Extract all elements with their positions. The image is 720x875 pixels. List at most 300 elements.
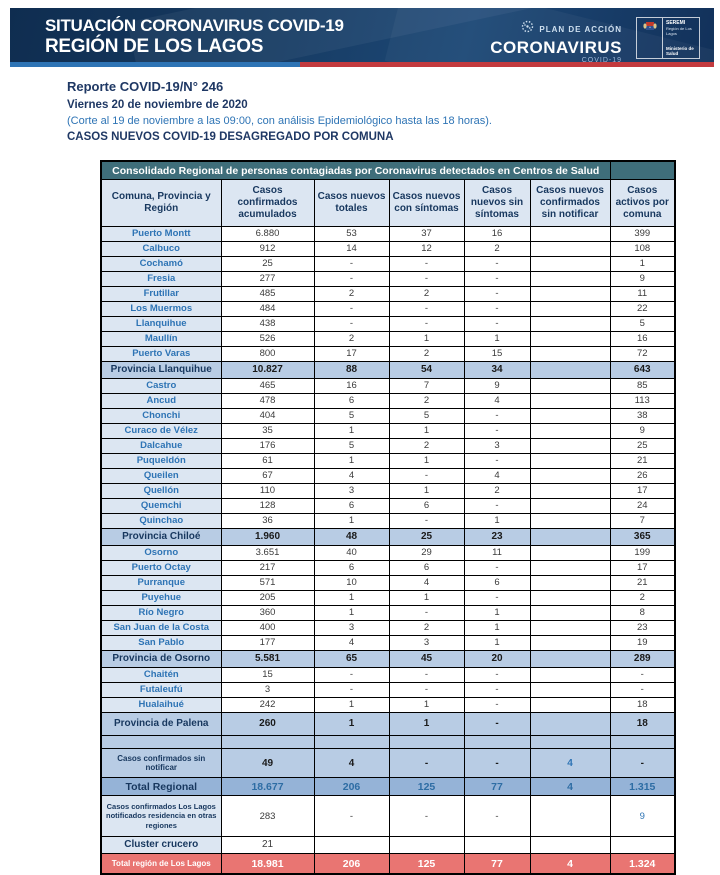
cell-value: 4 bbox=[314, 636, 389, 651]
cell-value bbox=[530, 514, 610, 529]
cell-value: 11 bbox=[464, 546, 530, 561]
table-row bbox=[101, 546, 675, 561]
cell-value: 25 bbox=[610, 439, 675, 454]
spacer-cell bbox=[389, 736, 464, 749]
cell-value: 108 bbox=[610, 242, 675, 257]
cell-value: 912 bbox=[221, 242, 314, 257]
cell-value bbox=[530, 379, 610, 394]
table-row bbox=[101, 778, 675, 796]
cell-value: - bbox=[464, 713, 530, 736]
table-row bbox=[101, 749, 675, 778]
row-label: Chaitén bbox=[101, 668, 221, 683]
table-row bbox=[101, 683, 675, 698]
cell-value bbox=[530, 499, 610, 514]
cell-value: 1.324 bbox=[610, 854, 675, 875]
row-label: Calbuco bbox=[101, 242, 221, 257]
cell-value bbox=[530, 302, 610, 317]
cell-value: 65 bbox=[314, 651, 389, 668]
report-date: Viernes 20 de noviembre de 2020 bbox=[67, 99, 248, 111]
table-row bbox=[101, 529, 675, 546]
col-header-sin-notificar: Casos nuevos confirmados sin notificar bbox=[530, 180, 610, 227]
row-label: Puerto Montt bbox=[101, 227, 221, 242]
cell-value: 9 bbox=[464, 379, 530, 394]
cell-value bbox=[530, 317, 610, 332]
cell-value: - bbox=[314, 668, 389, 683]
cell-value: 1 bbox=[464, 621, 530, 636]
cell-value: 3 bbox=[221, 683, 314, 698]
cell-value bbox=[530, 454, 610, 469]
table-row bbox=[101, 394, 675, 409]
cell-value bbox=[530, 424, 610, 439]
cell-value bbox=[464, 837, 530, 854]
cell-value: 3.651 bbox=[221, 546, 314, 561]
report-subtitle: CASOS NUEVOS COVID-19 DESAGREGADO POR COMUNA bbox=[67, 131, 394, 143]
row-label: Puyehue bbox=[101, 591, 221, 606]
cell-value: - bbox=[610, 668, 675, 683]
cell-value: 40 bbox=[314, 546, 389, 561]
cell-value: 1 bbox=[464, 606, 530, 621]
cell-value: 18.981 bbox=[221, 854, 314, 875]
cell-value bbox=[530, 287, 610, 302]
cell-value: 478 bbox=[221, 394, 314, 409]
cell-value: 3 bbox=[389, 636, 464, 651]
cell-value: 20 bbox=[464, 651, 530, 668]
cell-value: 23 bbox=[610, 621, 675, 636]
cell-value: 485 bbox=[221, 287, 314, 302]
cell-value: 61 bbox=[221, 454, 314, 469]
cell-value: 1 bbox=[389, 591, 464, 606]
cell-value: 21 bbox=[221, 837, 314, 854]
cell-value: - bbox=[464, 683, 530, 698]
table-row bbox=[101, 796, 675, 837]
row-label: Provincia Chiloé bbox=[101, 529, 221, 546]
cell-value: 1 bbox=[314, 514, 389, 529]
cell-value: 3 bbox=[314, 484, 389, 499]
logo-seremi-text: SEREMI bbox=[666, 20, 686, 26]
row-label: Provincia Llanquihue bbox=[101, 362, 221, 379]
cell-value: 400 bbox=[221, 621, 314, 636]
cell-value bbox=[530, 837, 610, 854]
table-row bbox=[101, 272, 675, 287]
cell-value bbox=[530, 651, 610, 668]
row-label: Río Negro bbox=[101, 606, 221, 621]
divider-stripe-blue bbox=[10, 62, 300, 67]
cell-value bbox=[530, 394, 610, 409]
cell-value: 128 bbox=[221, 499, 314, 514]
cell-value: - bbox=[464, 591, 530, 606]
row-label: Maullín bbox=[101, 332, 221, 347]
cell-value: 35 bbox=[221, 424, 314, 439]
spacer-cell bbox=[101, 736, 221, 749]
header-banner bbox=[10, 8, 714, 62]
table-row bbox=[101, 713, 675, 736]
cell-value bbox=[530, 636, 610, 651]
cell-value: - bbox=[389, 796, 464, 837]
row-label: San Pablo bbox=[101, 636, 221, 651]
table-row bbox=[101, 668, 675, 683]
logo-ministry-text: Ministerio de Salud bbox=[666, 46, 694, 56]
covid-cases-table bbox=[100, 160, 676, 875]
cell-value: 67 bbox=[221, 469, 314, 484]
cell-value: 4 bbox=[530, 854, 610, 875]
cell-value: 4 bbox=[314, 749, 389, 778]
cell-value: 113 bbox=[610, 394, 675, 409]
banner-title-line2: REGIÓN DE LOS LAGOS bbox=[45, 36, 264, 57]
cell-value bbox=[530, 668, 610, 683]
cell-value bbox=[530, 683, 610, 698]
cell-value: 45 bbox=[389, 651, 464, 668]
cell-value: - bbox=[464, 499, 530, 514]
table-caption-spacer bbox=[610, 161, 675, 180]
cell-value: - bbox=[610, 683, 675, 698]
cell-value: 800 bbox=[221, 347, 314, 362]
row-label: Provincia de Osorno bbox=[101, 651, 221, 668]
cell-value: 176 bbox=[221, 439, 314, 454]
cell-value: - bbox=[464, 698, 530, 713]
cell-value: 125 bbox=[389, 854, 464, 875]
cell-value: 16 bbox=[464, 227, 530, 242]
cell-value: 17 bbox=[610, 561, 675, 576]
table-row bbox=[101, 439, 675, 454]
row-label: Fresia bbox=[101, 272, 221, 287]
cell-value: 2 bbox=[389, 394, 464, 409]
cell-value: - bbox=[464, 424, 530, 439]
table-caption: Consolidado Regional de personas contagiadas por Coronavirus detectados en Centros de Salud bbox=[101, 161, 610, 180]
cell-value: - bbox=[464, 302, 530, 317]
cell-value: 217 bbox=[221, 561, 314, 576]
cell-value: 6 bbox=[464, 576, 530, 591]
cell-value: 2 bbox=[389, 347, 464, 362]
table-row bbox=[101, 424, 675, 439]
cell-value: 19 bbox=[610, 636, 675, 651]
cell-value: 4 bbox=[530, 749, 610, 778]
cell-value bbox=[530, 257, 610, 272]
cell-value: 571 bbox=[221, 576, 314, 591]
cell-value: 22 bbox=[610, 302, 675, 317]
cell-value: 283 bbox=[221, 796, 314, 837]
cell-value: 365 bbox=[610, 529, 675, 546]
table-row bbox=[101, 347, 675, 362]
spacer-cell bbox=[314, 736, 389, 749]
row-label: Frutillar bbox=[101, 287, 221, 302]
table-row bbox=[101, 287, 675, 302]
cell-value bbox=[530, 606, 610, 621]
table-header-row bbox=[101, 180, 675, 227]
cell-value: 4 bbox=[530, 778, 610, 796]
row-label: Casos confirmados Los Lagos notificados residencia en otras regiones bbox=[101, 796, 221, 837]
cell-value: 8 bbox=[610, 606, 675, 621]
cell-value: 24 bbox=[610, 499, 675, 514]
table-row bbox=[101, 576, 675, 591]
divider-stripe-red bbox=[300, 62, 714, 67]
cell-value: 4 bbox=[464, 469, 530, 484]
cell-value: - bbox=[464, 454, 530, 469]
plan-de-accion-logo bbox=[490, 19, 622, 62]
banner-title bbox=[45, 15, 344, 58]
cell-value: 9 bbox=[610, 796, 675, 837]
cell-value: 1 bbox=[314, 591, 389, 606]
col-header-confirmados: Casos confirmados acumulados bbox=[221, 180, 314, 227]
cell-value: 9 bbox=[610, 424, 675, 439]
table-row bbox=[101, 606, 675, 621]
cell-value bbox=[530, 439, 610, 454]
table-row bbox=[101, 302, 675, 317]
cell-value: - bbox=[464, 409, 530, 424]
plan-label: PLAN DE ACCIÓN bbox=[539, 24, 622, 34]
row-label: Total región de Los Lagos bbox=[101, 854, 221, 875]
table-row bbox=[101, 379, 675, 394]
cell-value: 199 bbox=[610, 546, 675, 561]
cell-value bbox=[530, 227, 610, 242]
table-row bbox=[101, 736, 675, 749]
cell-value: 1.315 bbox=[610, 778, 675, 796]
cell-value: 18 bbox=[610, 698, 675, 713]
cell-value: 177 bbox=[221, 636, 314, 651]
table-row bbox=[101, 621, 675, 636]
cell-value: 360 bbox=[221, 606, 314, 621]
cell-value: 2 bbox=[389, 287, 464, 302]
cell-value: 17 bbox=[610, 484, 675, 499]
cell-value: - bbox=[314, 302, 389, 317]
cell-value bbox=[530, 242, 610, 257]
cell-value: 48 bbox=[314, 529, 389, 546]
cell-value: 38 bbox=[610, 409, 675, 424]
row-label: Puerto Octay bbox=[101, 561, 221, 576]
cell-value: 85 bbox=[610, 379, 675, 394]
col-header-nuevos-totales: Casos nuevos totales bbox=[314, 180, 389, 227]
cell-value: - bbox=[464, 561, 530, 576]
cell-value: 77 bbox=[464, 778, 530, 796]
table-row bbox=[101, 591, 675, 606]
cell-value: 29 bbox=[389, 546, 464, 561]
cell-value: 125 bbox=[389, 778, 464, 796]
cell-value: 110 bbox=[221, 484, 314, 499]
cell-value: 7 bbox=[389, 379, 464, 394]
cell-value: 6 bbox=[314, 499, 389, 514]
cell-value: 15 bbox=[221, 668, 314, 683]
cell-value: 6.880 bbox=[221, 227, 314, 242]
cell-value: 23 bbox=[464, 529, 530, 546]
cell-value: 10 bbox=[314, 576, 389, 591]
cell-value: - bbox=[464, 796, 530, 837]
cell-value bbox=[530, 529, 610, 546]
cell-value bbox=[530, 546, 610, 561]
cell-value: 2 bbox=[464, 242, 530, 257]
row-label: Queilen bbox=[101, 469, 221, 484]
cell-value: 6 bbox=[314, 561, 389, 576]
cell-value: - bbox=[610, 749, 675, 778]
cell-value: - bbox=[464, 668, 530, 683]
row-label: Total Regional bbox=[101, 778, 221, 796]
cell-value: 5 bbox=[314, 439, 389, 454]
cell-value: 289 bbox=[610, 651, 675, 668]
row-label: Curaco de Vélez bbox=[101, 424, 221, 439]
table-row bbox=[101, 698, 675, 713]
cell-value: 206 bbox=[314, 854, 389, 875]
table-caption-row bbox=[101, 161, 675, 180]
cell-value: 1.960 bbox=[221, 529, 314, 546]
cell-value: 205 bbox=[221, 591, 314, 606]
table-row bbox=[101, 636, 675, 651]
cell-value bbox=[530, 332, 610, 347]
cell-value: 465 bbox=[221, 379, 314, 394]
cell-value: 25 bbox=[221, 257, 314, 272]
spacer-cell bbox=[610, 736, 675, 749]
cell-value: - bbox=[314, 257, 389, 272]
cell-value: - bbox=[314, 317, 389, 332]
cell-value: 526 bbox=[221, 332, 314, 347]
table-row bbox=[101, 561, 675, 576]
cell-value: 1 bbox=[389, 332, 464, 347]
coat-of-arms-icon bbox=[637, 18, 663, 58]
cell-value bbox=[530, 576, 610, 591]
cell-value bbox=[530, 591, 610, 606]
cell-value: 34 bbox=[464, 362, 530, 379]
table-row bbox=[101, 651, 675, 668]
cell-value: 4 bbox=[464, 394, 530, 409]
cell-value: 1 bbox=[464, 332, 530, 347]
cell-value: 5 bbox=[314, 409, 389, 424]
banner-title-line1: SITUACIÓN CORONAVIRUS COVID-19 bbox=[45, 16, 344, 35]
table-row bbox=[101, 257, 675, 272]
cell-value: - bbox=[389, 302, 464, 317]
spacer-cell bbox=[464, 736, 530, 749]
cell-value: 4 bbox=[389, 576, 464, 591]
cell-value: 3 bbox=[314, 621, 389, 636]
cell-value: - bbox=[464, 272, 530, 287]
cell-value: 404 bbox=[221, 409, 314, 424]
cell-value: 77 bbox=[464, 854, 530, 875]
cell-value: 277 bbox=[221, 272, 314, 287]
cell-value: 25 bbox=[389, 529, 464, 546]
cell-value: 1 bbox=[389, 424, 464, 439]
row-label: Cluster crucero bbox=[101, 837, 221, 854]
cell-value: 6 bbox=[389, 499, 464, 514]
cell-value: 16 bbox=[314, 379, 389, 394]
report-heading bbox=[67, 79, 492, 143]
row-label: Llanquihue bbox=[101, 317, 221, 332]
cell-value: 16 bbox=[610, 332, 675, 347]
plan-brand: CORONAVIRUS bbox=[490, 38, 622, 57]
cell-value: 49 bbox=[221, 749, 314, 778]
row-label: Puerto Varas bbox=[101, 347, 221, 362]
cell-value: 54 bbox=[389, 362, 464, 379]
table-row bbox=[101, 332, 675, 347]
row-label: San Juan de la Costa bbox=[101, 621, 221, 636]
cell-value: 18.677 bbox=[221, 778, 314, 796]
cell-value: 438 bbox=[221, 317, 314, 332]
cell-value: - bbox=[389, 272, 464, 287]
spacer-cell bbox=[221, 736, 314, 749]
cell-value: 1 bbox=[314, 698, 389, 713]
cell-value bbox=[530, 796, 610, 837]
row-label: Osorno bbox=[101, 546, 221, 561]
cell-value: 1 bbox=[314, 424, 389, 439]
cell-value: - bbox=[389, 668, 464, 683]
cell-value: 5 bbox=[389, 409, 464, 424]
cell-value: 1 bbox=[314, 454, 389, 469]
cell-value: 4 bbox=[314, 469, 389, 484]
cell-value: 2 bbox=[389, 439, 464, 454]
table-row bbox=[101, 484, 675, 499]
table-row bbox=[101, 837, 675, 854]
cell-value bbox=[610, 837, 675, 854]
cell-value: - bbox=[464, 257, 530, 272]
cell-value: 1 bbox=[464, 514, 530, 529]
cell-value: 37 bbox=[389, 227, 464, 242]
cell-value: 26 bbox=[610, 469, 675, 484]
row-label: Quinchao bbox=[101, 514, 221, 529]
row-label: Los Muermos bbox=[101, 302, 221, 317]
cell-value: 1 bbox=[314, 713, 389, 736]
col-header-comuna: Comuna, Provincia y Región bbox=[101, 180, 221, 227]
cell-value: 10.827 bbox=[221, 362, 314, 379]
cell-value: 1 bbox=[610, 257, 675, 272]
cell-value bbox=[530, 484, 610, 499]
table-row bbox=[101, 514, 675, 529]
cell-value bbox=[530, 409, 610, 424]
table-row bbox=[101, 499, 675, 514]
cell-value: - bbox=[464, 317, 530, 332]
col-header-activos: Casos activos por comuna bbox=[610, 180, 675, 227]
cell-value: - bbox=[389, 749, 464, 778]
cell-value: 5 bbox=[610, 317, 675, 332]
cell-value: - bbox=[314, 683, 389, 698]
row-label: Quellón bbox=[101, 484, 221, 499]
row-label: Quemchi bbox=[101, 499, 221, 514]
cell-value: 2 bbox=[314, 332, 389, 347]
cell-value: 5.581 bbox=[221, 651, 314, 668]
row-label: Casos confirmados sin notificar bbox=[101, 749, 221, 778]
cell-value: 1 bbox=[464, 636, 530, 651]
cell-value: 2 bbox=[314, 287, 389, 302]
cell-value: - bbox=[389, 257, 464, 272]
cell-value: 6 bbox=[389, 561, 464, 576]
table-row bbox=[101, 362, 675, 379]
cell-value bbox=[530, 469, 610, 484]
row-label: Dalcahue bbox=[101, 439, 221, 454]
cell-value: 2 bbox=[389, 621, 464, 636]
cell-value: 36 bbox=[221, 514, 314, 529]
cell-value: - bbox=[314, 796, 389, 837]
cell-value: 72 bbox=[610, 347, 675, 362]
table-row bbox=[101, 242, 675, 257]
cell-value: 3 bbox=[464, 439, 530, 454]
row-label: Purranque bbox=[101, 576, 221, 591]
table-row bbox=[101, 409, 675, 424]
row-label: Hualaihué bbox=[101, 698, 221, 713]
cell-value: 6 bbox=[314, 394, 389, 409]
row-label: Futaleufú bbox=[101, 683, 221, 698]
cell-value: 1 bbox=[389, 454, 464, 469]
cell-value: 643 bbox=[610, 362, 675, 379]
row-label: Provincia de Palena bbox=[101, 713, 221, 736]
table-row bbox=[101, 469, 675, 484]
cell-value: 7 bbox=[610, 514, 675, 529]
cell-value: - bbox=[314, 272, 389, 287]
cell-value: 17 bbox=[314, 347, 389, 362]
cell-value: 21 bbox=[610, 576, 675, 591]
virus-icon bbox=[520, 19, 535, 39]
cell-value: 1 bbox=[389, 698, 464, 713]
cell-value: 2 bbox=[610, 591, 675, 606]
table-row bbox=[101, 317, 675, 332]
row-label: Ancud bbox=[101, 394, 221, 409]
report-cutoff-note: (Corte al 19 de noviembre a las 09:00, con análisis Epidemiológico hasta las 18 horas). bbox=[67, 115, 492, 127]
table-row bbox=[101, 454, 675, 469]
cell-value: - bbox=[464, 287, 530, 302]
cell-value bbox=[314, 837, 389, 854]
